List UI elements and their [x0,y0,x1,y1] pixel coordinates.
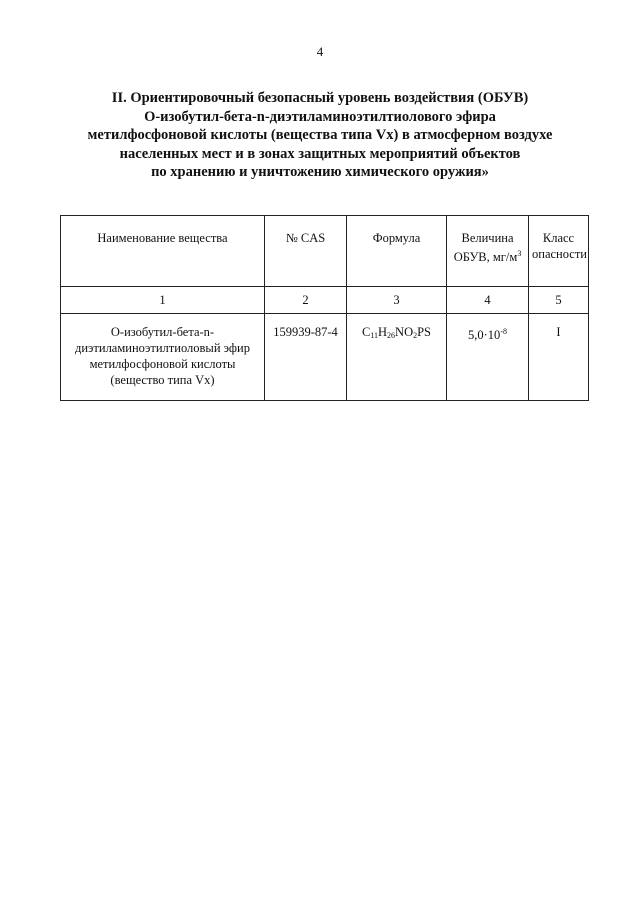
header-obuv-unit-exponent: 3 [517,249,522,258]
column-number-row [61,287,589,314]
page-number: 4 [316,44,324,59]
header-substance-name: Наименование вещества [61,216,265,287]
formula-element-c: C [361,325,371,339]
column-number: 1 [61,287,265,314]
heading-line: метилфосфоновой кислоты (вещества типа Vx) в атмосферном воздухе [87,127,553,144]
formula-element-ps: PS [417,325,432,339]
substance-name-line: диэтиламиноэтилтиоловый эфир [75,341,250,355]
header-class-line2: опасности [532,247,587,261]
substance-name-line: (вещество типа Vx) [110,373,215,387]
obuv-value-cell [447,314,529,401]
heading-line: населенных мест и в зонах защитных мероприятий объектов [119,145,521,162]
header-obuv-unit: ОБУВ, мг/м [453,250,518,264]
document-heading [60,89,580,182]
header-hazard-class [529,216,589,287]
table-row [61,314,589,401]
header-class-line1: Класс [542,231,575,245]
header-obuv-value [447,216,529,287]
heading-line: О-изобутил-бета-n-диэтиламиноэтилтиолового эфира [144,108,496,125]
formula-subscript: 26 [387,331,396,340]
header-cas-number: № CAS [265,216,347,287]
formula-subscript: 11 [370,331,379,340]
column-number: 3 [347,287,447,314]
hazard-class-cell: I [529,314,589,401]
formula-element-h: H [378,325,388,339]
column-number: 2 [265,287,347,314]
header-formula: Формула [347,216,447,287]
header-obuv-line2 [450,246,525,265]
obuv-value-base: 5,0·10 [468,328,501,342]
substance-name-line: метилфосфоновой кислоты [89,357,236,371]
formula-cell [347,314,447,401]
obuv-table [60,215,589,401]
heading-line: по хранению и уничтожению химического оружия» [151,164,489,181]
column-number: 5 [529,287,589,314]
cas-number-cell: 159939-87-4 [265,314,347,401]
header-obuv-line1: Величина [461,231,514,245]
table-header-row [61,216,589,287]
heading-line: II. Ориентировочный безопасный уровень воздействия (ОБУВ) [111,90,529,106]
formula-element-no: NO [395,325,414,339]
column-number: 4 [447,287,529,314]
substance-name-cell [61,314,265,401]
obuv-value-exponent: -8 [500,327,507,336]
formula-subscript: 2 [413,331,418,340]
substance-name-line: О-изобутил-бета-n- [110,325,215,339]
